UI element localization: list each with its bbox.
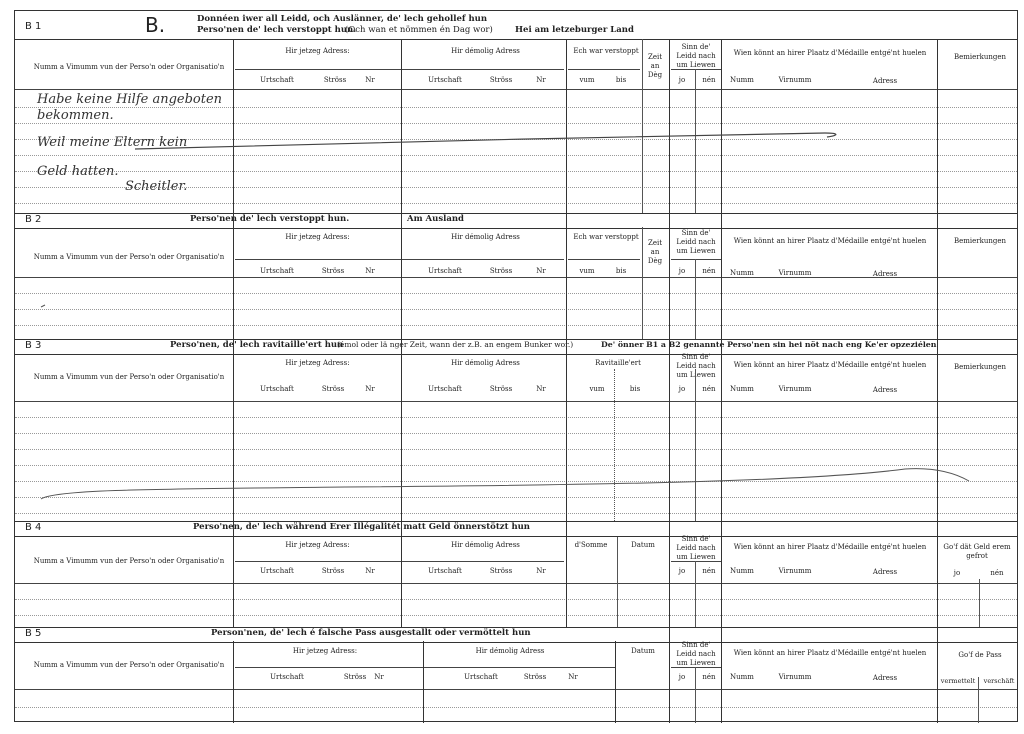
col-to: bis <box>615 76 627 84</box>
col-to: bis <box>629 385 641 393</box>
col-name: Numm a Vimumm vun der Perso'n oder Organisatio'n <box>33 373 225 381</box>
col-former: Hir démolig Adress <box>451 541 520 549</box>
col-former: Hir démolig Adress <box>475 647 545 655</box>
col-pass: Go'f de Pass <box>958 651 1002 659</box>
section-subtitle-location: Hei am letzeburger Land <box>515 25 634 35</box>
col-street: Ströss <box>489 76 513 84</box>
col-place: Urtschaft <box>428 385 462 393</box>
col-name: Numm a Vimumm vun der Perso'n oder Organisatio'n <box>33 63 225 71</box>
col-street: Ströss <box>523 673 547 681</box>
col-street: Ströss <box>323 76 347 84</box>
handwritten-line: Geld hatten. <box>37 164 119 179</box>
col-medal: Wien könnt an hirer Plaatz d'Médaille entgé'nt huelen <box>733 543 927 551</box>
col-yes: jo <box>678 567 686 575</box>
col-remarks: Bemierkungen <box>953 237 1007 245</box>
col-no: nén <box>990 569 1004 577</box>
col-former: Hir démolig Adress <box>451 47 520 55</box>
col-hidden: Ech war verstoppt <box>573 47 639 55</box>
section-title: Perso'nen de' lech verstoppt hun. <box>190 214 350 224</box>
col-nr: Nr <box>536 567 546 575</box>
col-former: Hir démolig Adress <box>451 233 520 241</box>
section-id: B 4 <box>25 522 42 533</box>
col-time: Zeit an Dèg <box>647 239 663 265</box>
col-nr: Nr <box>536 76 546 84</box>
handwritten-line: Weil meine Eltern kein <box>37 135 188 150</box>
col-medal-first: Virnumm <box>778 76 812 84</box>
col-medal: Wien könnt an hirer Plaatz d'Médaille entgé'nt huelen <box>733 361 927 369</box>
col-yes: jo <box>678 76 686 84</box>
col-medal-addr: Adress <box>872 77 898 85</box>
col-suffered: Sinn de' Leidd nach um Liewen <box>676 229 716 255</box>
col-medal-addr: Adress <box>872 386 898 394</box>
col-current: Hir jetzeg Adress: <box>285 359 350 367</box>
col-medal-first: Virnumm <box>778 385 812 393</box>
col-medal-first: Virnumm <box>778 673 812 681</box>
col-medal-name: Numm <box>730 385 754 393</box>
col-place: Urtschaft <box>260 385 294 393</box>
col-name: Numm a Vimumm vun der Perso'n oder Organisatio'n <box>33 661 225 669</box>
col-yes: jo <box>678 267 686 275</box>
col-ravi: Ravitaille'ert <box>595 359 641 367</box>
col-nr: Nr <box>374 673 384 681</box>
col-nr: Nr <box>365 76 375 84</box>
col-medal-name: Numm <box>730 76 754 84</box>
col-place: Urtschaft <box>428 76 462 84</box>
col-suffered: Sinn de' Leidd nach um Liewen <box>676 641 716 667</box>
col-street: Ströss <box>321 267 345 275</box>
col-place: Urtschaft <box>428 567 462 575</box>
col-name: Numm a Vimumm vun der Perso'n oder Organisatio'n <box>33 253 225 261</box>
col-medal-first: Virnumm <box>778 269 812 277</box>
section-id: B 5 <box>25 628 42 639</box>
col-paid: Go'f dät Geld erem gefrot <box>943 543 1011 560</box>
col-made: verschäft <box>983 677 1015 685</box>
col-medal-addr: Adress <box>872 674 898 682</box>
section-title-note: (émol oder lä nger Zeit, wann der z.B. an engem Bunker wor.) <box>337 340 574 349</box>
col-no: nén <box>702 385 716 393</box>
col-street: Ströss <box>321 385 345 393</box>
col-from: vum <box>579 267 595 275</box>
col-no: nén <box>702 673 716 681</box>
section-title-note2: De' önner B1 a B2 genannte Perso'nen sin hei nöt nach eng Ke'er opzeziélen <box>601 340 937 349</box>
col-medal: Wien könnt an hirer Plaatz d'Médaille entgé'nt huelen <box>733 49 927 57</box>
section-letter: B. <box>145 13 166 37</box>
col-nr: Nr <box>365 267 375 275</box>
pen-stroke-marks <box>15 11 1019 723</box>
col-current: Hir jetzeg Adress: <box>285 541 350 549</box>
col-remarks: Bemierkungen <box>953 53 1007 61</box>
col-street: Ströss <box>321 567 345 575</box>
section-title: Perso'nen, de' lech während Erer Illégalitét matt Geld önnerstötzt hun <box>193 522 530 532</box>
col-suffered: Sinn de' Leidd nach um Liewen <box>676 535 716 561</box>
col-current: Hir jetzeg Adress: <box>292 647 358 655</box>
col-place: Urtschaft <box>270 673 304 681</box>
col-place: Urtschaft <box>260 76 294 84</box>
col-street: Ströss <box>343 673 367 681</box>
col-no: nén <box>702 76 716 84</box>
section-title: Person'nen, de' lech é falsche Pass ausgestallt oder vermöttelt hun <box>211 628 531 638</box>
section-id: B 2 <box>25 214 42 225</box>
col-suffered: Sinn de' Leidd nach um Liewen <box>676 43 716 69</box>
col-nr: Nr <box>536 385 546 393</box>
handwritten-line: bekommen. <box>37 108 114 123</box>
col-nr: Nr <box>568 673 578 681</box>
section-id: B 1 <box>25 21 42 32</box>
handwritten-signature: Scheitler. <box>125 179 188 194</box>
col-nr: Nr <box>365 567 375 575</box>
col-former: Hir démolig Adress <box>451 359 520 367</box>
col-place: Urtschaft <box>464 673 498 681</box>
section-subtitle: Perso'nen de' lech verstoppt hun. <box>197 25 357 35</box>
section-id: B 3 <box>25 340 42 351</box>
section-subtitle-note: (Och wan et nömmen én Dag wor) <box>345 25 493 35</box>
col-from: vum <box>589 385 605 393</box>
col-hidden: Ech war verstoppt <box>573 233 639 241</box>
col-place: Urtschaft <box>260 567 294 575</box>
col-name: Numm a Vimumm vun der Perso'n oder Organisatio'n <box>33 557 225 565</box>
col-nr: Nr <box>536 267 546 275</box>
col-medal: Wien könnt an hirer Plaatz d'Médaille entgé'nt huelen <box>733 649 927 657</box>
col-medal-name: Numm <box>730 269 754 277</box>
col-medal-addr: Adress <box>872 270 898 278</box>
section-title-location: Am Ausland <box>407 214 464 224</box>
col-nr: Nr <box>365 385 375 393</box>
col-street: Ströss <box>489 267 513 275</box>
col-no: nén <box>702 267 716 275</box>
col-remarks: Bemierkungen <box>953 363 1007 371</box>
section-title: Perso'nen, de' lech ravitaille'ert hun <box>170 340 344 350</box>
col-current: Hir jetzeg Adress: <box>285 47 350 55</box>
section-title: Donnéen iwer all Leidd, och Auslänner, de' lech gehollef hun <box>197 14 488 24</box>
col-medal-first: Virnumm <box>778 567 812 575</box>
col-yes: jo <box>678 385 686 393</box>
col-medal: Wien könnt an hirer Plaatz d'Médaille entgé'nt huelen <box>733 237 927 245</box>
col-street: Ströss <box>489 385 513 393</box>
col-place: Urtschaft <box>428 267 462 275</box>
col-yes: jo <box>678 673 686 681</box>
col-lost: vermettelt <box>940 677 976 685</box>
handwritten-line: Habe keine Hilfe angeboten <box>37 92 223 107</box>
col-sum: d'Somme <box>574 541 608 549</box>
col-medal-name: Numm <box>730 673 754 681</box>
col-place: Urtschaft <box>260 267 294 275</box>
resistance-form <box>14 10 1018 722</box>
col-medal-name: Numm <box>730 567 754 575</box>
col-no: nén <box>702 567 716 575</box>
col-date: Datum <box>631 541 655 549</box>
col-yes: jo <box>953 569 961 577</box>
col-to: bis <box>615 267 627 275</box>
col-current: Hir jetzeg Adress: <box>285 233 350 241</box>
col-time: Zeit an Dèg <box>647 53 663 79</box>
col-date: Datum <box>631 647 655 655</box>
col-street: Ströss <box>489 567 513 575</box>
col-suffered: Sinn de' Leidd nach um Liewen <box>676 353 716 379</box>
col-from: vum <box>579 76 595 84</box>
col-medal-addr: Adress <box>872 568 898 576</box>
